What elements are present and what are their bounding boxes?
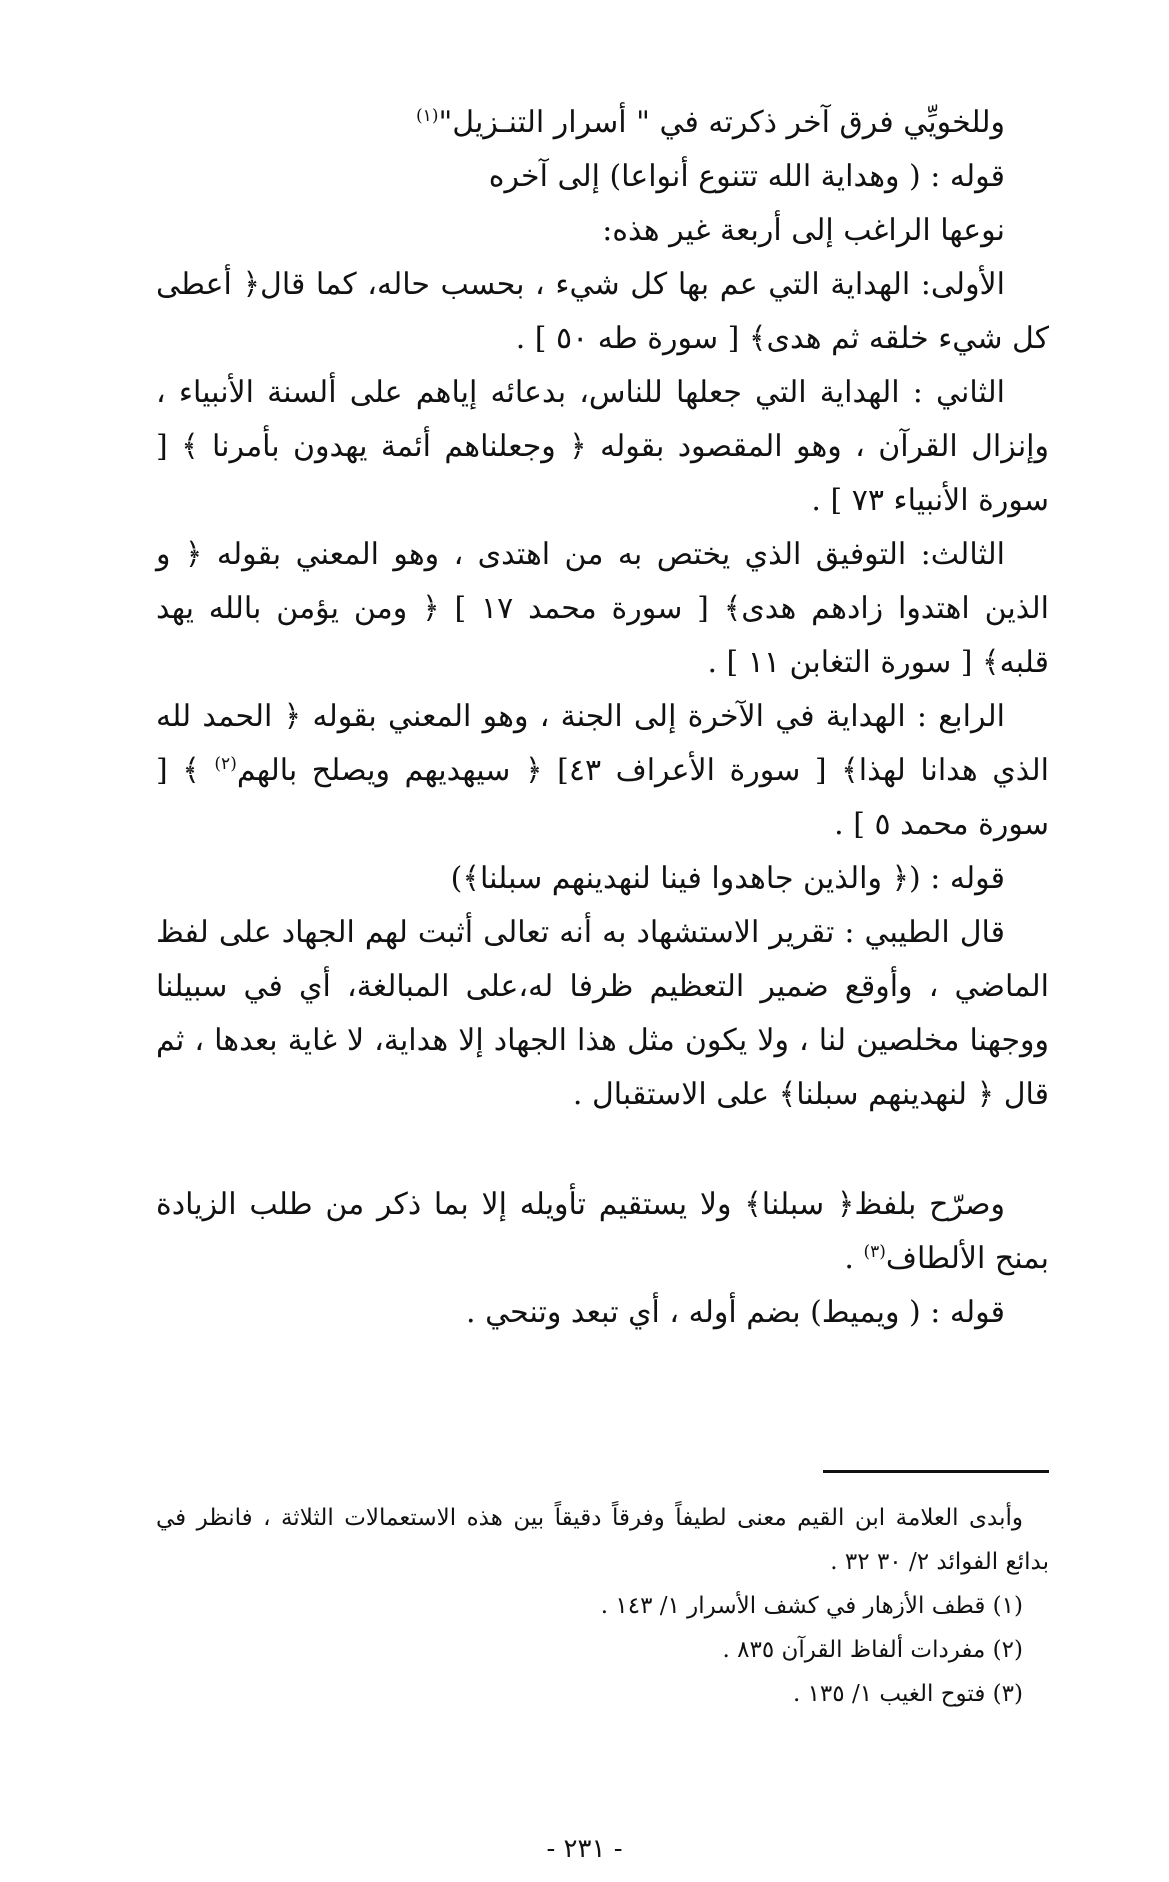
footnote: وأبدى العلامة ابن القيم معنى لطيفاً وفرقاً دقيقاً بين هذه الاستعمالات الثلاثة ، فانظر في بدائع الفوائد ٢/ ٣٠ ٣٢ . xyxy=(156,1505,1049,1575)
footnotes xyxy=(156,1496,1049,1716)
footnote: (١) قطف الأزهار في كشف الأسرار ١/ ١٤٣ . xyxy=(600,1593,1023,1619)
footnote-marker: (٣) xyxy=(863,1242,886,1262)
footnote-marker: (١) xyxy=(416,106,439,126)
paragraph: الثالث: التوفيق الذي يختص به من اهتدى ، وهو المعني بقوله ﴿ و الذين اهتدوا زادهم هدى﴾ [ سورة محمد ١٧ ] ﴿ ومن يؤمن بالله يهد قلبه﴾ [ سورة التغابن ١١ ] . xyxy=(156,537,1050,680)
paragraph: قال الطيبي : تقرير الاستشهاد به أنه تعالى أثبت لهم الجهاد على لفظ الماضي ، وأوقع ضمير التعظيم ظرفا له،على المبالغة، أي في سبيلنا ووجهنا مخلصين لنا ، ولا يكون مثل هذا الجهاد إلا هداية، لا غاية بعدها ، ثم قال ﴿ لنهدينهم سبلنا﴾ على الاستقبال . xyxy=(156,915,1049,1112)
paragraph: قوله : ( ويميط) بضم أوله ، أي تبعد وتنحي . xyxy=(466,1295,1005,1330)
paragraph: وصرّح بلفظ﴿ سبلنا﴾ ولا يستقيم تأويله إلا بما ذكر من طلب الزيادة بمنح الألطاف$^{(٣)}$ . xyxy=(156,1187,1049,1276)
paragraph: الثاني : الهداية التي جعلها للناس، بدعائه إياهم على ألسنة الأنبياء ، وإنزال القرآن ، وهو المقصود بقوله ﴿ وجعلناهم أئمة يهدون بأمرنا ﴾ [ سورة الأنبياء ٧٣ ] . xyxy=(156,375,1049,518)
main-text xyxy=(156,96,1049,1340)
paragraph: الأولى: الهداية التي عم بها كل شيء ، بحسب حاله، كما قال﴿ أعطى كل شيء خلقه ثم هدى﴾ [ سورة طه ٥٠ ] . xyxy=(156,267,1049,356)
paragraph: الرابع : الهداية في الآخرة إلى الجنة ، وهو المعني بقوله ﴿ الحمد لله الذي هدانا لهذا﴾ [ سورة الأعراف ٤٣] ﴿ سيهديهم ويصلح بالهم$^{(٢)}$ ﴾ [ سورة محمد ٥ ] . xyxy=(156,699,1049,842)
paragraph: قوله : (﴿ والذين جاهدوا فينا لنهدينهم سبلنا﴾) xyxy=(450,861,1005,896)
footnote: (٣) فتوح الغيب ١/ ١٣٥ . xyxy=(792,1681,1023,1707)
footnote-separator xyxy=(823,1470,1049,1473)
paragraph: وللخويِّي فرق آخر ذكرته في " أسرار التنـزيل"$^{(١)}$ xyxy=(416,105,1005,140)
page-number: - ٢٣١ - xyxy=(546,1834,623,1864)
paragraph: قوله : ( وهداية الله تتنوع أنواعا) إلى آخره xyxy=(488,159,1005,194)
paragraph: نوعها الراغب إلى أربعة غير هذه: xyxy=(602,213,1005,248)
footnote-marker: (٢) xyxy=(214,754,237,774)
footnote: (٢) مفردات ألفاظ القرآن ٨٣٥ . xyxy=(722,1637,1023,1663)
